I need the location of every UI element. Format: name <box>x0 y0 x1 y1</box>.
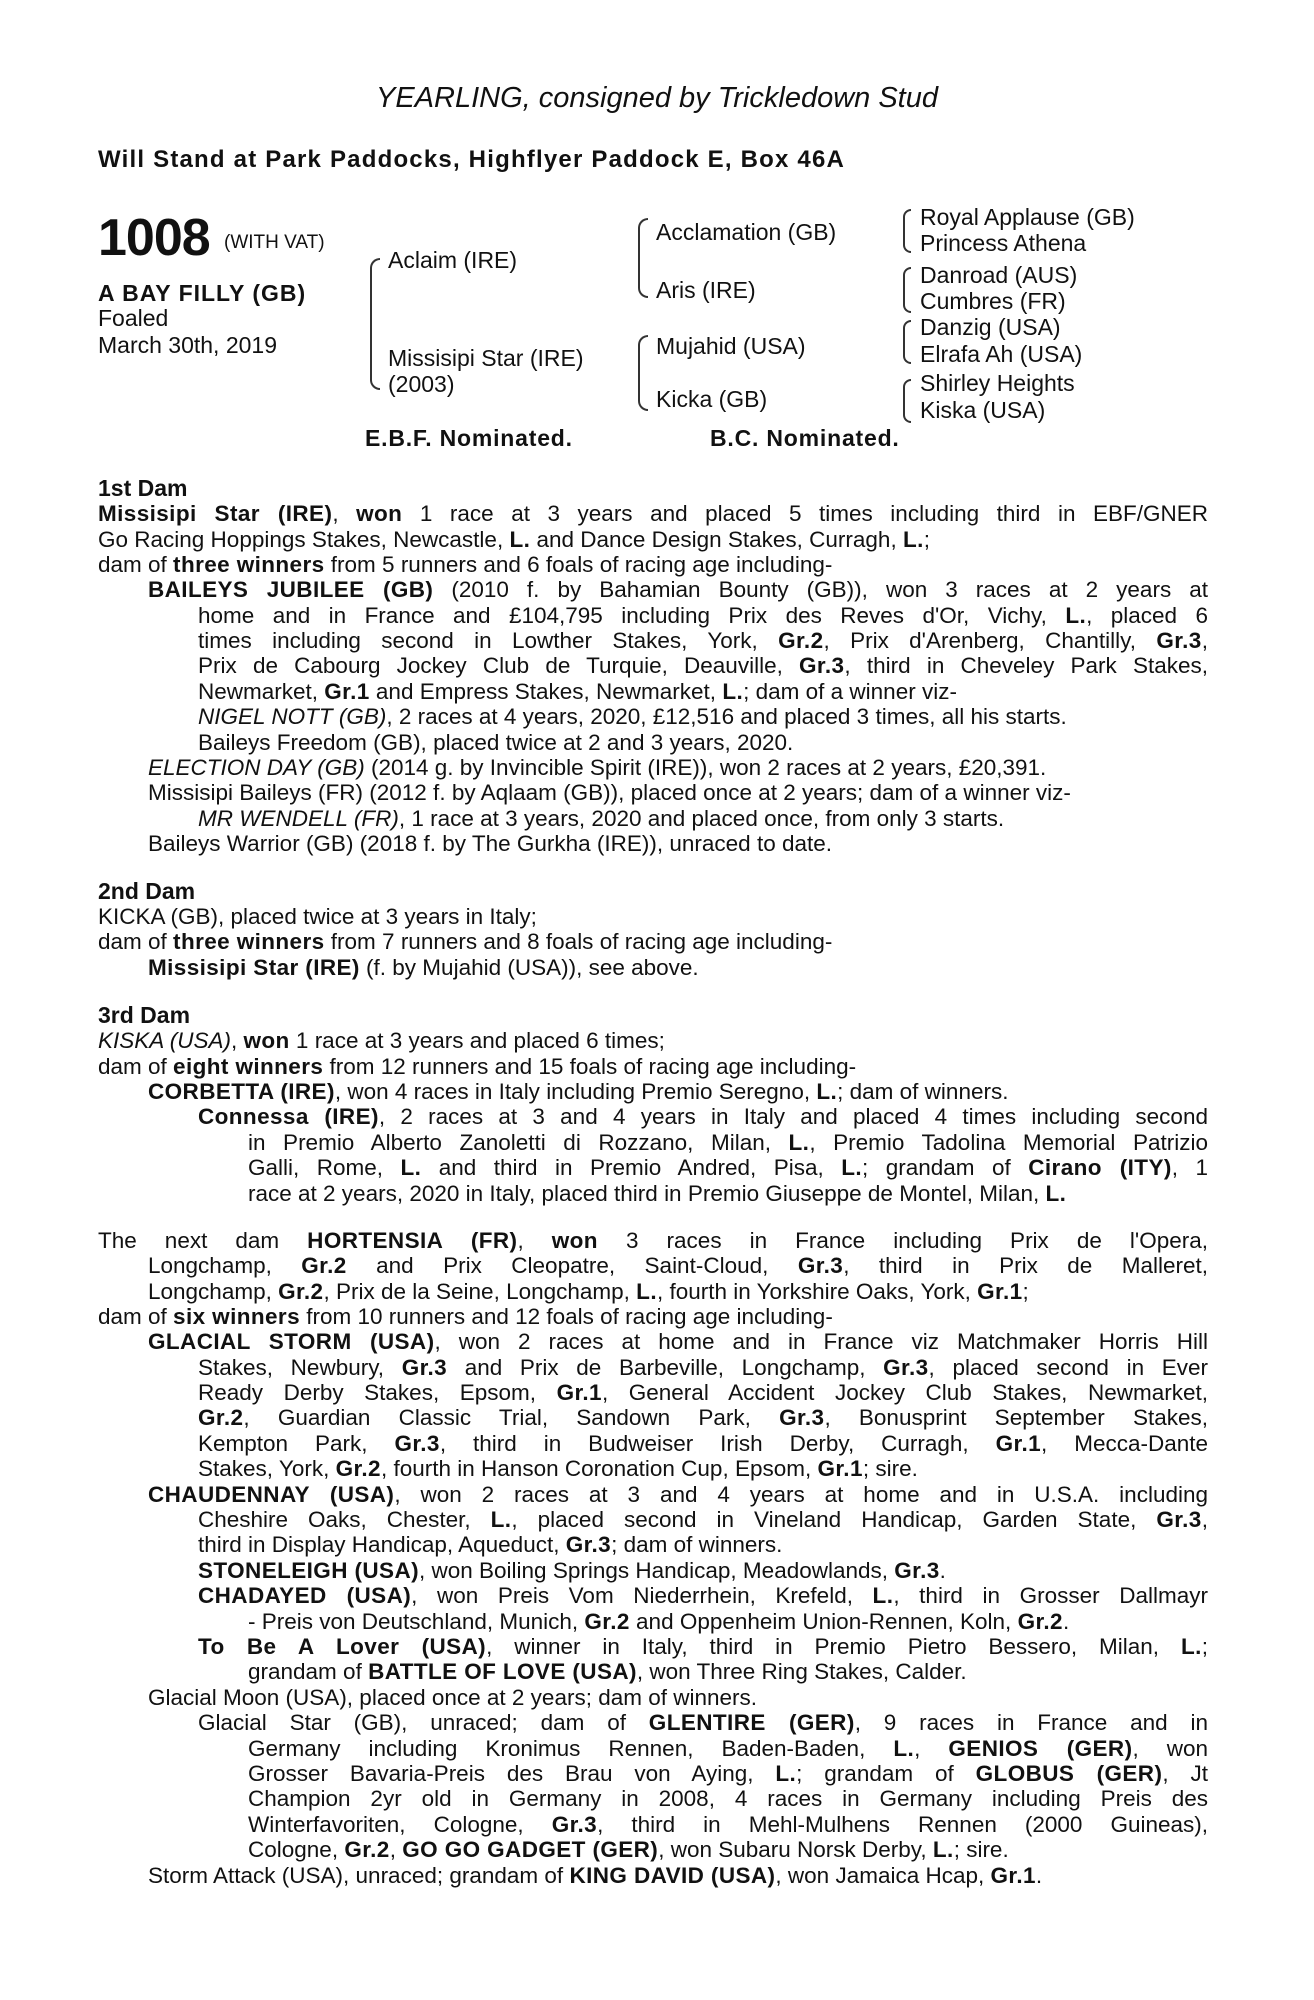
produce-line: NIGEL NOTT (GB), 2 races at 4 years, 2020, £12,516 and placed 3 times, all his starts. <box>198 704 1067 729</box>
produce-line: home and in France and £104,795 including Prix des Reves d'Or, Vichy, L., placed 6 <box>198 603 1208 628</box>
section-first-dam: 1st Dam <box>98 475 188 501</box>
pedigree-brace-g3 <box>903 320 911 364</box>
next-dam-produce-line: Winterfavoriten, Cologne, Gr.3, third in Mehl-Mulhens Rennen (2000 Guineas), <box>248 1812 1208 1837</box>
next-dam-produce-line: Champion 2yr old in Germany in 2008, 4 races in Germany including Preis des <box>248 1786 1208 1811</box>
next-dam-produce-line: Germany including Kronimus Rennen, Baden-Baden, L., GENIOS (GER), won <box>248 1736 1209 1761</box>
next-dam-produce-line: Stakes, Newbury, Gr.3 and Prix de Barbeville, Longchamp, Gr.3, placed second in Ever <box>198 1355 1209 1380</box>
first-dam-line: Missisipi Star (IRE), won 1 race at 3 years and placed 5 times including third in EBF/GNER <box>98 501 1208 526</box>
pedigree-brace-g1 <box>903 209 911 253</box>
ped-royal-applause: Royal Applause (GB) <box>920 204 1135 230</box>
next-dam-produce-line: STONELEIGH (USA), won Boiling Springs Handicap, Meadowlands, Gr.3. <box>198 1558 946 1583</box>
first-dam-line: dam of three winners from 5 runners and 6 foals of racing age including- <box>98 552 833 577</box>
next-dam-produce-line: third in Display Handicap, Aqueduct, Gr.3; dam of winners. <box>198 1532 783 1557</box>
third-dam-line: KISKA (USA), won 1 race at 3 years and placed 6 times; <box>98 1028 665 1053</box>
third-dam-line: Connessa (IRE), 2 races at 3 and 4 years in Italy and placed 4 times including second <box>198 1104 1208 1129</box>
ped-elrafa-ah: Elrafa Ah (USA) <box>920 341 1083 367</box>
next-dam-produce-line: GLACIAL STORM (USA), won 2 races at home and in France viz Matchmaker Horris Hill <box>148 1329 1208 1354</box>
next-dam-produce-line: Storm Attack (USA), unraced; grandam of KING DAVID (USA), won Jamaica Hcap, Gr.1. <box>148 1863 1043 1888</box>
next-dam-produce-line: - Preis von Deutschland, Munich, Gr.2 and Oppenheim Union-Rennen, Koln, Gr.2. <box>248 1609 1070 1634</box>
third-dam-line: in Premio Alberto Zanoletti di Rozzano, Milan, L., Premio Tadolina Memorial Patrizio <box>248 1130 1208 1155</box>
produce-line: ELECTION DAY (GB) (2014 g. by Invincible Spirit (IRE)), won 2 races at 2 years, £20,391. <box>148 755 1047 780</box>
third-dam-line: race at 2 years, 2020 in Italy, placed third in Premio Giuseppe de Montel, Milan, L. <box>248 1181 1067 1206</box>
dam-name: Missisipi Star (IRE) <box>388 345 584 371</box>
next-dam-produce-line: Grosser Bavaria-Preis des Brau von Aying, L.; grandam of GLOBUS (GER), Jt <box>248 1761 1208 1786</box>
next-dam-line: Longchamp, Gr.2, Prix de la Seine, Longchamp, L., fourth in Yorkshire Oaks, York, Gr.1; <box>148 1279 1029 1304</box>
next-dam-line: The next dam HORTENSIA (FR), won 3 races in France including Prix de l'Opera, <box>98 1228 1208 1253</box>
next-dam-produce-line: Stakes, York, Gr.2, fourth in Hanson Coronation Cup, Epsom, Gr.1; sire. <box>198 1456 918 1481</box>
section-third-dam: 3rd Dam <box>98 1002 191 1028</box>
second-dam-line: KICKA (GB), placed twice at 3 years in Italy; <box>98 904 537 929</box>
ped-cumbres: Cumbres (FR) <box>920 288 1066 314</box>
foaled-label: Foaled <box>98 305 169 331</box>
pedigree-brace-main <box>370 258 380 390</box>
produce-line: BAILEYS JUBILEE (GB) (2010 f. by Bahamian Bounty (GB)), won 3 races at 2 years at <box>148 577 1208 602</box>
next-dam-produce-line: CHADAYED (USA), won Preis Vom Niederrhein, Krefeld, L., third in Grosser Dallmayr <box>198 1583 1208 1608</box>
next-dam-produce-line: Cologne, Gr.2, GO GO GADGET (GER), won Subaru Norsk Derby, L.; sire. <box>248 1837 1009 1862</box>
ped-danroad: Danroad (AUS) <box>920 262 1078 288</box>
pedigree-brace-dam <box>638 335 648 411</box>
next-dam-produce-line: To Be A Lover (USA), winner in Italy, third in Premio Pietro Bessero, Milan, L.; <box>198 1634 1208 1659</box>
next-dam-produce-line: Glacial Star (GB), unraced; dam of GLENTIRE (GER), 9 races in France and in <box>198 1710 1208 1735</box>
ped-shirley-heights: Shirley Heights <box>920 370 1075 396</box>
dam-dam: Kicka (GB) <box>656 386 768 412</box>
foaled-date: March 30th, 2019 <box>98 332 278 358</box>
horse-name: A BAY FILLY (GB) <box>98 280 307 306</box>
ped-kiska: Kiska (USA) <box>920 397 1046 423</box>
produce-line: Baileys Freedom (GB), placed twice at 2 and 3 years, 2020. <box>198 730 794 755</box>
next-dam-line: dam of six winners from 10 runners and 12 foals of racing age including- <box>98 1304 833 1329</box>
produce-line: Baileys Warrior (GB) (2018 f. by The Gurkha (IRE)), unraced to date. <box>148 831 833 856</box>
dam-year: (2003) <box>388 371 455 397</box>
next-dam-produce-line: Ready Derby Stakes, Epsom, Gr.1, General Accident Jockey Club Stakes, Newmarket, <box>198 1380 1208 1405</box>
dam-sire: Mujahid (USA) <box>656 333 806 359</box>
vat-label: (WITH VAT) <box>224 232 325 253</box>
third-dam-line: Galli, Rome, L. and third in Premio Andred, Pisa, L.; grandam of Cirano (ITY), 1 <box>248 1155 1208 1180</box>
first-dam-line: Go Racing Hoppings Stakes, Newcastle, L. and Dance Design Stakes, Curragh, L.; <box>98 527 931 552</box>
next-dam-produce-line: Glacial Moon (USA), placed once at 2 years; dam of winners. <box>148 1685 758 1710</box>
pedigree-brace-g2 <box>903 267 911 313</box>
second-dam-line: Missisipi Star (IRE) (f. by Mujahid (USA)), see above. <box>148 955 699 980</box>
second-dam-line: dam of three winners from 7 runners and 8 foals of racing age including- <box>98 929 833 954</box>
produce-line: MR WENDELL (FR), 1 race at 3 years, 2020 and placed once, from only 3 starts. <box>198 806 1005 831</box>
third-dam-line: CORBETTA (IRE), won 4 races in Italy including Premio Seregno, L.; dam of winners. <box>148 1079 1009 1104</box>
produce-line: Newmarket, Gr.1 and Empress Stakes, Newmarket, L.; dam of a winner viz- <box>198 679 957 704</box>
page-title: YEARLING, consigned by Trickledown Stud <box>375 82 938 114</box>
produce-line: times including second in Lowther Stakes, York, Gr.2, Prix d'Arenberg, Chantilly, Gr.3, <box>198 628 1208 653</box>
sire-sire: Acclamation (GB) <box>656 219 837 245</box>
ped-danzig: Danzig (USA) <box>920 314 1061 340</box>
third-dam-line: dam of eight winners from 12 runners and 15 foals of racing age including- <box>98 1054 857 1079</box>
pedigree-brace-sire <box>638 218 648 298</box>
sire-dam: Aris (IRE) <box>656 277 756 303</box>
sire-name: Aclaim (IRE) <box>388 247 518 273</box>
next-dam-produce-line: grandam of BATTLE OF LOVE (USA), won Three Ring Stakes, Calder. <box>248 1659 967 1684</box>
ped-princess-athena: Princess Athena <box>920 230 1087 256</box>
next-dam-produce-line: Gr.2, Guardian Classic Trial, Sandown Park, Gr.3, Bonusprint September Stakes, <box>198 1405 1208 1430</box>
next-dam-produce-line: Cheshire Oaks, Chester, L., placed second in Vineland Handicap, Garden State, Gr.3, <box>198 1507 1208 1532</box>
next-dam-produce-line: CHAUDENNAY (USA), won 2 races at 3 and 4 years at home and in U.S.A. including <box>148 1482 1208 1507</box>
produce-line: Missisipi Baileys (FR) (2012 f. by Aqlaam (GB)), placed once at 2 years; dam of a winner viz- <box>148 780 1071 805</box>
next-dam-line: Longchamp, Gr.2 and Prix Cleopatre, Saint-Cloud, Gr.3, third in Prix de Malleret, <box>148 1253 1209 1278</box>
lot-number: 1008 <box>98 209 210 267</box>
pedigree-brace-g4 <box>903 379 911 423</box>
stand-location: Will Stand at Park Paddocks, Highflyer Paddock E, Box 46A <box>98 146 846 173</box>
bc-nominated: B.C. Nominated. <box>710 425 900 451</box>
produce-line: Prix de Cabourg Jockey Club de Turquie, Deauville, Gr.3, third in Cheveley Park Stakes, <box>198 653 1208 678</box>
section-second-dam: 2nd Dam <box>98 878 196 904</box>
ebf-nominated: E.B.F. Nominated. <box>365 425 573 451</box>
next-dam-produce-line: Kempton Park, Gr.3, third in Budweiser Irish Derby, Curragh, Gr.1, Mecca-Dante <box>198 1431 1209 1456</box>
